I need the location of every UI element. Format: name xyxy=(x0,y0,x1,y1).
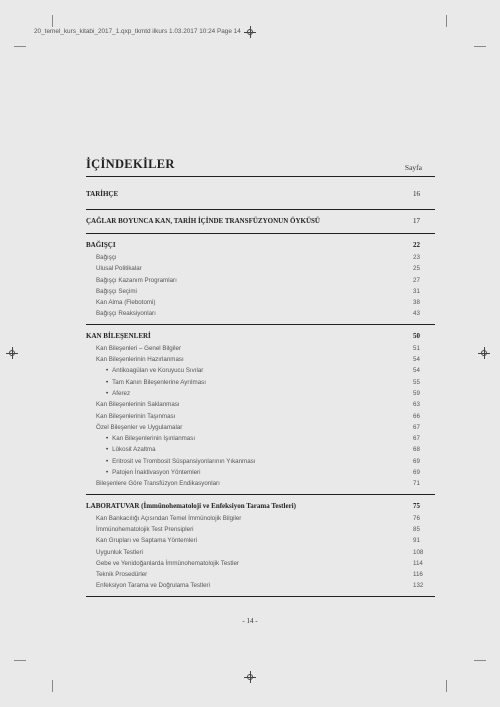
toc-entry-page: 116 xyxy=(413,571,423,579)
crop-mark xyxy=(52,680,53,692)
toc-entry-label: Kan Bankacılığı Açısından Temel İmmünolojik Bilgiler xyxy=(96,514,242,522)
crop-mark xyxy=(474,660,486,661)
toc-entry[interactable] xyxy=(86,343,435,354)
toc-entry[interactable] xyxy=(86,535,435,546)
toc-entry[interactable] xyxy=(86,354,435,365)
toc-entry[interactable] xyxy=(86,411,435,422)
toc-entry[interactable] xyxy=(86,286,435,297)
toc-entry[interactable] xyxy=(86,377,435,388)
toc-sections xyxy=(86,177,435,597)
toc-entry-label: Bağışçı xyxy=(96,254,117,261)
toc-section-title: TARİHÇE xyxy=(86,190,119,198)
toc-entry-page: 63 xyxy=(413,401,420,409)
toc-entry[interactable] xyxy=(86,252,435,263)
toc-entry-label: • Eritrosit ve Trombosit Süspansiyonlarının Yıkanması xyxy=(106,456,255,467)
toc-entry-label: Teknik Prosedürler xyxy=(96,571,148,579)
toc-entry-page: 108 xyxy=(413,548,424,556)
toc-entry-page: 68 xyxy=(413,446,420,454)
toc-entry-label: Özel Bileşenler ve Uygulamalar xyxy=(96,423,183,431)
toc-section-heading[interactable] xyxy=(86,216,435,227)
toc-entry[interactable] xyxy=(86,558,435,569)
toc-entry-label: • Antikoagülan ve Koruyucu Sıvılar xyxy=(106,365,203,376)
toc-section-heading[interactable] xyxy=(86,240,435,251)
toc-section-heading[interactable] xyxy=(86,501,435,512)
toc-entry-page: 43 xyxy=(413,310,420,318)
toc-entry-label: • Patojen İnaktivasyon Yöntemleri xyxy=(106,467,200,478)
toc-entry[interactable] xyxy=(86,308,435,319)
crop-mark xyxy=(14,46,26,47)
registration-mark-icon xyxy=(6,347,18,359)
toc-entry[interactable] xyxy=(86,399,435,410)
toc-entry-label: Bağışçı Reaksiyonları xyxy=(96,310,156,318)
divider xyxy=(86,596,435,597)
toc-section-title: LABORATUVAR (İmmünohematoloji ve Enfeksiyon Tarama Testleri) xyxy=(86,501,296,510)
toc-entry-page: 51 xyxy=(413,344,420,352)
toc-section-page: 50 xyxy=(413,331,420,340)
toc-entry-page: 76 xyxy=(413,514,420,522)
toc-entry[interactable] xyxy=(86,263,435,274)
toc-entry-label: Bağışçı Kazanım Programları xyxy=(96,276,177,284)
page-title: İÇİNDEKİLER xyxy=(86,157,175,171)
toc-section xyxy=(86,325,435,495)
toc-entry[interactable] xyxy=(86,547,435,558)
crop-mark xyxy=(446,680,447,692)
toc-entry-label: Kan Bileşenlerinin Saklanması xyxy=(96,401,180,409)
toc-entry-label: Uygunluk Testleri xyxy=(96,548,143,556)
toc-entry-page: 67 xyxy=(413,423,420,431)
toc-entry-label: Kan Bileşenleri – Genel Bilgiler xyxy=(96,344,181,352)
toc-entry-page: 55 xyxy=(413,378,420,386)
toc-entry[interactable] xyxy=(86,580,435,591)
toc-entry-label: Bağışçı Seçimi xyxy=(96,287,137,295)
toc-entry-page: 59 xyxy=(413,389,420,397)
toc-entry[interactable] xyxy=(86,467,435,478)
crop-mark xyxy=(14,660,26,661)
toc-entry-label: Gebe ve Yenidoğanlarda İmmünohematolojik Testler xyxy=(96,559,239,567)
toc-entry[interactable] xyxy=(86,433,435,444)
toc-entry-label: • Lökosit Azaltma xyxy=(106,444,156,455)
toc-section xyxy=(86,210,435,234)
toc-entry[interactable] xyxy=(86,524,435,535)
toc-entry-page: 31 xyxy=(413,287,420,295)
toc-entry-page: 71 xyxy=(413,480,420,488)
toc-entry[interactable] xyxy=(86,569,435,580)
registration-mark-icon xyxy=(244,26,256,38)
toc-section xyxy=(86,495,435,597)
toc-section-heading[interactable] xyxy=(86,189,435,200)
toc-entry[interactable] xyxy=(86,444,435,455)
toc-section xyxy=(86,177,435,210)
toc-entry-page: 91 xyxy=(413,537,420,545)
toc-entry-page: 67 xyxy=(413,435,420,443)
toc-section-title: BAĞIŞÇI xyxy=(86,241,116,249)
toc-entry-label: Kan Bileşenlerinin Hazırlanması xyxy=(96,356,184,364)
toc-entry[interactable] xyxy=(86,456,435,467)
toc-entry-label: Kan Grupları ve Saptama Yöntemleri xyxy=(96,537,197,545)
toc-entry-page: 27 xyxy=(413,276,420,284)
page-column-header: Sayfa xyxy=(404,163,422,172)
page-number: - 14 - xyxy=(242,617,258,625)
toc-entry-page: 69 xyxy=(413,457,420,465)
toc-entry-page: 38 xyxy=(413,299,420,307)
toc-entry-label: Bileşenlere Göre Transfüzyon Endikasyonları xyxy=(96,480,220,488)
toc-entry-page: 23 xyxy=(413,254,420,261)
toc-section-page: 75 xyxy=(413,501,420,510)
toc-entry-page: 69 xyxy=(413,469,420,477)
toc-entry-page: 66 xyxy=(413,412,420,420)
toc-entry-label: İmmünohematolojik Test Prensipleri xyxy=(96,525,194,533)
toc-entry-label: Enfeksiyon Tarama ve Doğrulama Testleri xyxy=(96,582,210,590)
toc-section-heading[interactable] xyxy=(86,331,435,342)
toc-entry[interactable] xyxy=(86,422,435,433)
table-of-contents xyxy=(86,154,435,597)
toc-entry-page: 54 xyxy=(413,367,420,375)
toc-entry[interactable] xyxy=(86,513,435,524)
toc-section-title: ÇAĞLAR BOYUNCA KAN, TARİH İÇİNDE TRANSFÜZYONUN ÖYKÜSÜ xyxy=(86,217,320,225)
toc-header xyxy=(86,154,435,172)
toc-entry-page: 132 xyxy=(413,582,424,590)
toc-entry[interactable] xyxy=(86,365,435,376)
crop-mark xyxy=(446,15,447,27)
toc-entry-label: Ulusal Politikalar xyxy=(96,265,142,273)
toc-entry-page: 54 xyxy=(413,356,420,364)
toc-entry-page: 114 xyxy=(413,559,423,567)
registration-mark-icon xyxy=(478,347,490,359)
toc-entry-page: 25 xyxy=(413,265,420,273)
registration-mark-icon xyxy=(244,671,256,683)
toc-entry[interactable] xyxy=(86,275,435,286)
toc-section-page: 17 xyxy=(413,217,420,225)
toc-section xyxy=(86,234,435,325)
print-slug: 20_temel_kurs_kitabi_2017_1.qxp_tkmtd ilkurs 1.03.2017 10:24 Page 14 xyxy=(34,28,241,35)
toc-section-title: KAN BİLEŞENLERİ xyxy=(86,331,151,340)
toc-entry-label: Kan Alma (Flebotomi) xyxy=(96,299,156,307)
toc-section-page: 22 xyxy=(413,241,420,249)
toc-entry[interactable] xyxy=(86,478,435,489)
toc-section-page: 16 xyxy=(413,190,420,198)
toc-entry-label: • Tam Kanın Bileşenlerine Ayrılması xyxy=(106,377,206,388)
crop-mark xyxy=(474,46,486,47)
toc-entry[interactable] xyxy=(86,297,435,308)
toc-entry[interactable] xyxy=(86,388,435,399)
crop-mark xyxy=(52,15,53,27)
toc-entry-label: • Aferez xyxy=(106,388,130,399)
toc-entry-label: • Kan Bileşenlerinin Işınlanması xyxy=(106,433,195,444)
toc-entry-label: Kan Bileşenlerinin Taşınması xyxy=(96,412,176,420)
toc-entry-page: 85 xyxy=(413,525,420,533)
